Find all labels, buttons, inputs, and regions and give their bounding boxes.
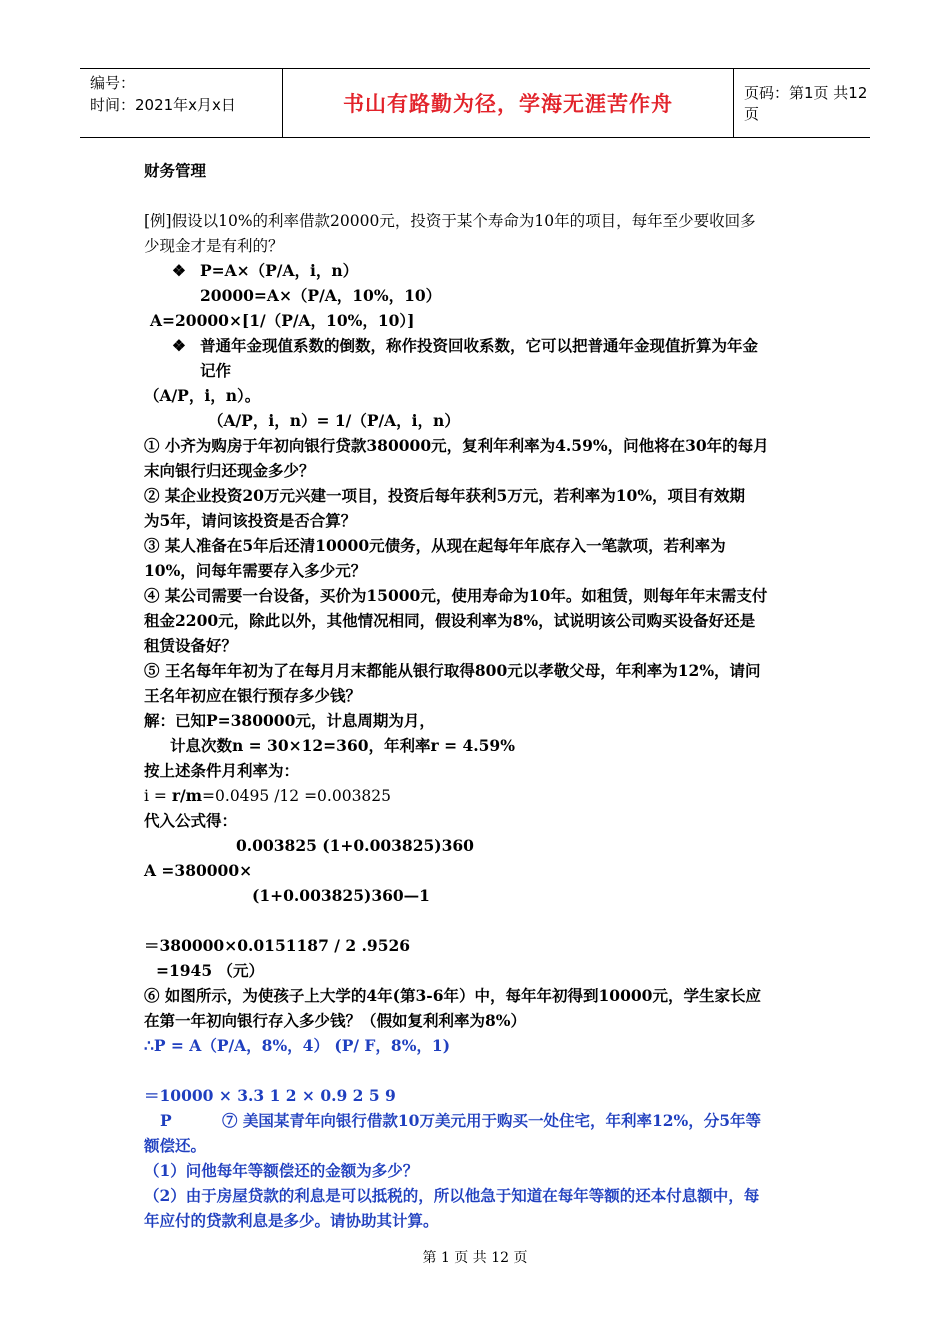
formula-3: A=20000×[1/（P/A，10%，10）] <box>150 311 415 330</box>
question-7-part-2-line-1: （2）由于房屋贷款的利息是可以抵税的，所以他急于知道在每年等额的还本付息额中，每 <box>144 1186 760 1205</box>
blue-formula-2: ＝10000 × 3.3 1 2 × 0.9 2 5 9 <box>144 1086 396 1105</box>
solution-line-3: 按上述条件月利率为： <box>144 761 300 780</box>
question-6-line-1: ⑥ 如图所示，为使孩子上大学的4年(第3-6年）中，每年年初得到10000元，学生家长应 <box>144 986 761 1005</box>
serial-label: 编号： <box>90 74 136 92</box>
question-4-line-3: 租赁设备好？ <box>144 636 238 655</box>
bullet-2-line-2: 记作 <box>200 361 232 380</box>
fraction-prefix: A =380000× <box>144 861 253 880</box>
question-3-line-1: ③ 某人准备在5年后还清10000元债务，从现在起每年年底存入一笔款项，若利率为 <box>144 536 726 555</box>
question-6-line-2: 在第一年初向银行存入多少钱？（假如复利利率为8%） <box>144 1011 527 1030</box>
formula-2: 20000=A×（P/A，10%，10） <box>200 286 442 305</box>
question-7-part-2-line-2: 年应付的贷款利息是多少。请协助其计算。 <box>144 1211 439 1230</box>
solution-line-4 <box>144 785 391 807</box>
header-motto: 书山有路勤为径，学海无涯苦作舟 <box>282 69 734 137</box>
solution-line-5: 代入公式得： <box>144 811 238 830</box>
section-title: 财务管理 <box>144 161 207 180</box>
question-1-line-2: 末向银行归还现金多少？ <box>144 461 315 480</box>
header-info <box>80 69 282 137</box>
blue-formula-1: ∴P = A（P/A，8%，4） (P/ F，8%，1) <box>144 1036 451 1055</box>
formula-5: （A/P，i，n）= 1/（P/A，i，n） <box>208 411 460 430</box>
blue-p-label: P <box>160 1111 172 1130</box>
question-2-line-1: ② 某企业投资20万元兴建一项目，投资后每年获利5万元，若利率为10%，项目有效期 <box>144 486 746 505</box>
question-7-part-1: （1）问他每年等额偿还的金额为多少？ <box>144 1161 419 1180</box>
solution-line-4-rest: =0.0495 /12 =0.003825 <box>202 787 392 805</box>
question-5-line-2: 王名年初应在银行预存多少钱？ <box>144 686 362 705</box>
fraction-denominator: (1+0.003825)360—1 <box>252 886 430 905</box>
question-2-line-2: 为5年，请问该投资是否合算？ <box>144 511 357 530</box>
bullet-icon: ❖ <box>172 336 186 355</box>
question-4-line-2: 租金2200元，除此以外，其他情况相同，假设利率为8%，试说明该公司购买设备好还是 <box>144 611 756 630</box>
question-1-line-1: ① 小齐为购房于年初向银行贷款380000元，复利年利率为4.59%，问他将在30年的每月 <box>144 436 769 455</box>
result-line-1: ＝380000×0.0151187 / 2 .9526 <box>144 936 411 955</box>
page-header <box>80 68 870 138</box>
formula-4: （A/P，i，n）。 <box>144 386 261 405</box>
question-4-line-1: ④ 某公司需要一台设备，买价为15000元，使用寿命为10年。如租赁，则每年年末需支付 <box>144 586 768 605</box>
question-5-line-1: ⑤ 王名每年年初为了在每月月末都能从银行取得800元以孝敬父母，年利率为12%，请问 <box>144 661 761 680</box>
fraction-numerator: 0.003825 (1+0.003825)360 <box>236 836 474 855</box>
bullet-2-line-1: 普通年金现值系数的倒数，称作投资回收系数，它可以把普通年金现值折算为年金 <box>200 336 759 355</box>
solution-line-2: 计息次数n = 30×12=360，年利率r = 4.59% <box>170 736 515 755</box>
page-footer: 第 1 页 共 12 页 <box>422 1250 528 1266</box>
example-line-2: 少现金才是有利的？ <box>144 237 284 255</box>
header-page-number: 页码：第1页 共12页 <box>744 84 868 123</box>
bullet-icon: ❖ <box>172 261 186 280</box>
solution-line-4-prefix: i = <box>144 787 172 805</box>
time-label: 时间：2021年x月x日 <box>90 96 236 114</box>
formula-1: P=A×（P/A，i，n） <box>200 261 359 280</box>
question-7-line-1: ⑦ 美国某青年向银行借款10万美元用于购买一处住宅，年利率12%，分5年等 <box>222 1111 762 1130</box>
solution-line-1: 解：已知P=380000元，计息周期为月， <box>144 711 435 730</box>
question-7-line-2: 额偿还。 <box>144 1136 207 1155</box>
question-3-line-2: 10%，问每年需要存入多少元？ <box>144 561 367 580</box>
result-line-2: =1945 （元） <box>156 961 265 980</box>
solution-line-4-rm: r/m <box>171 786 203 805</box>
example-line-1: [例]假设以10%的利率借款20000元，投资于某个寿命为10年的项目，每年至少要收回多 <box>144 212 756 230</box>
